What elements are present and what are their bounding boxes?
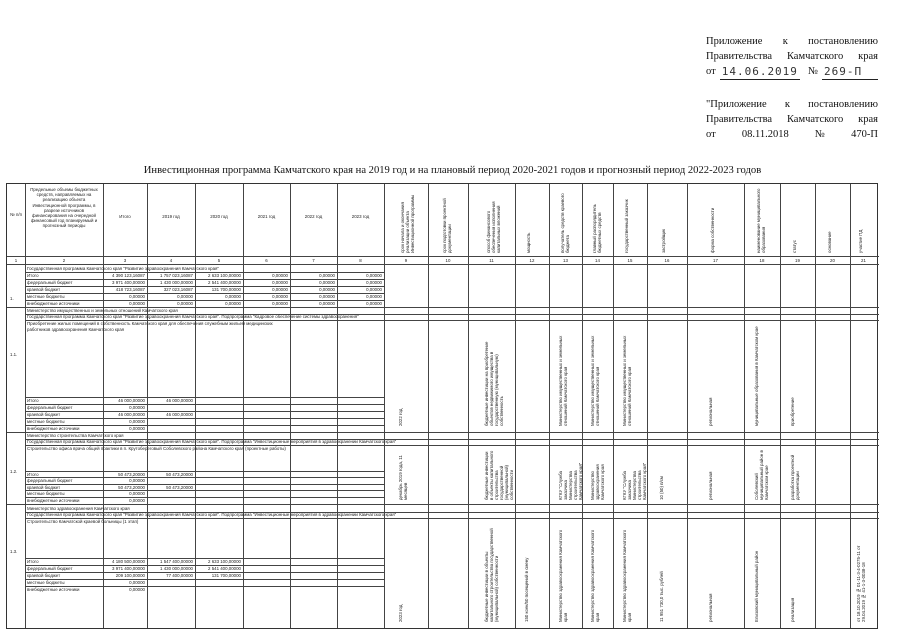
row-divider <box>25 477 384 478</box>
capacity-cell: 10 (50) п/см <box>659 476 664 500</box>
column-header: 2023 год <box>351 214 370 219</box>
period-cell: 2023 год <box>398 604 403 622</box>
row-number: 1. <box>10 296 14 301</box>
column-header: получатель средств краевого бюджета <box>559 193 570 253</box>
column-header: наименование муниципального образования <box>756 188 766 253</box>
amount-cell: 0,00000 <box>319 287 335 292</box>
object-name: Приобретение жилых помещений в собственность Камчатского края для обеспечения служебным жильем медицинских <box>27 321 273 326</box>
source-label: федеральный бюджет <box>27 280 73 285</box>
amount-cell: 4 180 500,00000 <box>112 559 145 564</box>
row-divider <box>7 504 879 505</box>
amount-cell: 0,00000 <box>129 294 145 299</box>
row-number: 1.1. <box>10 352 18 357</box>
amount-cell: 46 000,00000 <box>166 412 193 417</box>
amount-cell: 0,00000 <box>129 419 145 424</box>
amount-cell: 0,00000 <box>366 273 382 278</box>
previous-date: 08.11.2018 <box>741 129 789 140</box>
source-label: федеральный бюджет <box>27 478 73 484</box>
column-number: 7 <box>312 258 315 263</box>
object-name: Строительство Камчатской краевой больницы (1 этап) <box>27 519 139 524</box>
appendix-word: к <box>784 99 790 110</box>
object-name: работников здравоохранения Камчатского края <box>27 327 125 332</box>
column-number: 21 <box>861 258 866 263</box>
amount-cell: 46 000,00000 <box>118 412 145 417</box>
column-header: № п/п <box>10 212 22 217</box>
column-divider <box>549 184 550 628</box>
ownership-cell: региональная <box>707 397 713 426</box>
column-divider <box>515 184 516 628</box>
amount-cell: 0,00000 <box>129 497 145 503</box>
amount-cell: 0,00000 <box>366 280 382 285</box>
amount-cell: 0,00000 <box>272 294 288 299</box>
column-divider <box>468 184 469 628</box>
column-number: 19 <box>795 258 800 263</box>
column-number: 2 <box>62 258 66 263</box>
resolution-number: 269-П <box>822 64 878 80</box>
amount-cell: 77 400,00000 <box>166 573 193 578</box>
program-name: Государственная программа Камчатского края "Развитие здравоохранения Камчатского края" <box>27 266 219 271</box>
status-cell: приобретение <box>789 397 795 426</box>
column-number: 8 <box>359 258 362 263</box>
amount-cell: 50 473,20000 <box>166 472 193 477</box>
amount-cell: 0,00000 <box>319 301 335 306</box>
appendix-word: Правительства <box>706 114 773 125</box>
row-divider <box>25 404 384 405</box>
column-header: Предельные объемы бюджетных средств, направляемых на реализацию объекта Инвестиционной программы, в разрезе источников финансирования на очередной финансовый год планируемый и прогнозный периоды <box>30 187 98 229</box>
appendix-word: "Приложение <box>706 99 767 110</box>
column-header: способ финансового обеспечения исполнения капитальных вложений <box>485 201 501 253</box>
amount-cell: 0,00000 <box>129 426 145 431</box>
row-divider <box>25 397 384 398</box>
source-label: внебюджетные источники <box>27 497 80 503</box>
ministry-name: Министерство имущественных и земельных отношений Камчатского края <box>27 308 178 313</box>
amount-cell: 1 757 023,16087 <box>160 273 193 278</box>
column-header: участие ПД <box>857 229 863 253</box>
appendix-word: Камчатского <box>786 114 844 125</box>
column-divider <box>582 184 583 628</box>
source-label: местные бюджеты <box>27 491 65 497</box>
column-header: государственный заказчик <box>624 199 629 253</box>
row-divider <box>25 418 384 419</box>
amount-cell: 0,00000 <box>272 301 288 306</box>
column-header: мощность <box>526 232 531 253</box>
row-divider <box>25 471 384 472</box>
amount-cell: 46 000,00000 <box>118 398 145 403</box>
program-name: Государственная программа Камчатского края "Развитие здравоохранения Камчатского края". Подпрограмма "Инвестиционные мероприятия в здравоохранении Камчатского края" <box>27 512 397 517</box>
customer-cell: КГКУ "Служба заказчика Министерства строительства Камчатского края" <box>622 462 647 500</box>
investment-table <box>6 183 878 629</box>
amount-cell: 2 633 100,00000 <box>208 559 241 564</box>
appendix-word: Приложение <box>706 36 763 47</box>
amount-cell: 0,00000 <box>129 587 145 592</box>
source-label: краевой бюджет <box>27 484 61 490</box>
municipality-cell: муниципальные образования в Камчатском крае <box>754 326 759 426</box>
column-header: статус <box>791 240 797 253</box>
source-label: Итого <box>27 559 39 564</box>
amount-cell: 327 023,16087 <box>163 287 193 292</box>
amount-cell: 131 700,00000 <box>211 573 241 578</box>
document-title: Инвестиционная программа Камчатского края на 2019 год и на плановый период 2020-2021 годов и прогнозный период 2022-2023 годов <box>143 165 762 176</box>
appendix-word: № <box>814 129 825 140</box>
source-label: Итого <box>27 472 39 477</box>
column-header: срок начала и окончания реализации объекта Инвестиционной программы <box>400 194 415 253</box>
amount-cell: 0,00000 <box>225 294 241 299</box>
cost-cell: 11 951 730,0 тыс. рублей <box>659 571 664 622</box>
amount-cell: 209 100,00000 <box>115 573 145 578</box>
source-label: местные бюджеты <box>27 419 65 424</box>
amount-cell: 0,00000 <box>319 273 335 278</box>
source-label: краевой бюджет <box>27 573 61 578</box>
column-divider <box>850 184 851 628</box>
source-label: Итого <box>27 398 39 403</box>
period-cell: 2022 год <box>398 408 403 426</box>
amount-cell: 0,00000 <box>129 580 145 585</box>
column-divider <box>337 184 338 628</box>
amount-cell: 0,00000 <box>129 405 145 410</box>
amount-cell: 1 547 400,00000 <box>160 559 193 564</box>
ownership-cell: региональная <box>707 593 713 622</box>
amount-cell: 50 473,20000 <box>166 484 193 490</box>
column-number: 17 <box>713 258 718 263</box>
appendix-word: Правительства <box>706 51 773 62</box>
row-divider <box>25 411 384 412</box>
amount-cell: 1 430 000,00000 <box>160 566 193 571</box>
appendix-word: Камчатского <box>786 51 844 62</box>
manager-cell: Министерство здравоохранения Камчатского края <box>589 529 600 622</box>
amount-cell: 0,00000 <box>129 478 145 484</box>
column-divider <box>613 184 614 628</box>
resolution-date: 14.06.2019 <box>721 65 798 78</box>
source-label: местные бюджеты <box>27 294 65 299</box>
row-divider <box>7 432 879 433</box>
appendix-word: от <box>706 129 716 140</box>
program-name: Государственная программа Камчатского края "Развитие здравоохранения Камчатского края". Подпрограмма "Инвестиционные мероприятия в здравоохранении Камчатского края" <box>27 439 397 444</box>
appendix-word: постановлению <box>808 99 878 110</box>
column-divider <box>744 184 745 628</box>
ministry-name: Министерство здравоохранения Камчатского края <box>27 506 130 511</box>
column-number: 1 <box>14 258 18 263</box>
amount-cell: 2 541 400,00000 <box>208 280 241 285</box>
recipient-cell: КГКУ "Служба заказчика Министерства строительства Камчатского края" <box>557 462 583 500</box>
amount-cell: 3 971 400,00000 <box>112 280 145 285</box>
status-cell: реализация <box>789 597 795 622</box>
customer-cell: Министерство имущественных и земельных отношений Камчатского края <box>622 335 632 426</box>
column-divider <box>780 184 781 628</box>
amount-cell: 0,00000 <box>272 273 288 278</box>
object-name: Строительство офиса врача общей практики в п. Крутобереговый Соболевского района Камчатского края (проектные работы) <box>27 446 286 451</box>
row-divider <box>7 256 879 257</box>
appendix-word: края <box>858 51 878 62</box>
column-header: главный распорядитель бюджетных средств <box>591 204 602 253</box>
manager-cell: Министерство имущественных и земельных отношений Камчатского края <box>589 335 600 426</box>
source-label: внебюджетные источники <box>27 301 80 306</box>
ministry-name: Министерство строительства Камчатского края <box>27 433 124 438</box>
period-cell: декабрь 2019 года, 11 месяцев <box>398 455 408 500</box>
previous-number: 470-П <box>851 129 878 140</box>
amount-cell: 1 430 000,00000 <box>160 280 193 285</box>
row-divider <box>25 484 384 485</box>
ownership-cell: региональная <box>707 471 713 500</box>
row-number: 1.3. <box>10 549 18 554</box>
column-header: основание <box>826 231 832 253</box>
amount-cell: 0,00000 <box>366 287 382 292</box>
column-divider <box>428 184 429 628</box>
appendix-word: постановлению <box>808 36 878 47</box>
column-divider <box>384 184 385 628</box>
column-number: 15 <box>627 258 633 263</box>
amount-cell: 4 390 123,16087 <box>112 273 145 278</box>
amount-cell: 0,00000 <box>129 301 145 306</box>
basis-cell: от 18.10.2019 № 01-11-3-4-0275-11 от 29.04.2019 № 41-1-3-0038-18 <box>855 545 866 622</box>
date-prefix: от <box>706 66 716 77</box>
column-number: 16 <box>664 258 670 263</box>
source-label: внебюджетные источники <box>27 587 80 592</box>
column-divider <box>25 184 26 628</box>
amount-cell: 418 723,16087 <box>115 287 145 292</box>
column-number: 14 <box>595 258 600 263</box>
column-header: 2019 год <box>162 214 180 219</box>
column-number: 20 <box>830 258 835 263</box>
amount-cell: 0,00000 <box>319 294 335 299</box>
program-name: Государственная программа Камчатского края "Развитие здравоохранения Камчатского края". Подпрограмма "Кадровое обеспечение системы здравоохранения" <box>27 314 359 319</box>
column-header: застройщик <box>661 229 666 253</box>
column-divider <box>815 184 816 628</box>
amount-cell: 46 000,00000 <box>166 398 193 403</box>
amount-cell: 0,00000 <box>366 294 382 299</box>
amount-cell: 0,00000 <box>177 301 193 306</box>
appendix-word: края <box>858 114 878 125</box>
column-number: 10 <box>445 258 451 263</box>
row-divider <box>25 579 384 580</box>
amount-cell: 0,00000 <box>366 301 382 306</box>
amount-cell: 0,00000 <box>319 280 335 285</box>
amount-cell: 50 473,20000 <box>118 484 145 490</box>
customer-cell: Министерство здравоохранения Камчатского края <box>622 529 632 622</box>
amount-cell: 2 633 100,00000 <box>208 273 241 278</box>
column-number: 5 <box>217 258 221 263</box>
column-number: 11 <box>489 258 494 263</box>
row-divider <box>7 264 879 265</box>
column-header: 2020 год <box>210 214 228 219</box>
column-header: 2022 год <box>304 214 323 219</box>
column-header: 2021 год <box>257 214 276 219</box>
municipality-cell: Елизовский муниципальный район <box>754 550 759 622</box>
amount-cell: 0,00000 <box>129 491 145 497</box>
municipality-cell: Соболевский муниципальный район в Камчатском крае <box>754 450 769 500</box>
amount-cell: 2 541 400,00000 <box>208 566 241 571</box>
recipient-cell: Министерство имущественных и земельных отношений Камчатского края <box>557 335 568 426</box>
column-number: 13 <box>563 258 568 263</box>
amount-cell: 0,00000 <box>272 287 288 292</box>
source-label: краевой бюджет <box>27 412 61 417</box>
financing-cell: бюджетные инвестиции в объекты капитального строительства государственной (муниципальной) собственности <box>483 528 499 622</box>
appendix-word: к <box>782 36 788 47</box>
row-divider <box>25 518 879 519</box>
financing-cell: бюджетные инвестиции на приобретение объектов недвижимого имущества в государственную (муниципальную) собственность <box>483 341 504 426</box>
amount-cell: 0,00000 <box>177 294 193 299</box>
column-number: 4 <box>169 258 173 263</box>
amount-cell: 0,00000 <box>272 280 288 285</box>
financing-cell: бюджетные инвестиции в объекты капитального строительства государственной (муниципальной) собственности <box>483 450 514 500</box>
amount-cell: 50 473,20000 <box>118 472 145 477</box>
row-number: 1.2. <box>10 469 18 474</box>
appendix-previous <box>706 97 878 142</box>
column-header: срок подготовки проектной документации <box>442 198 452 253</box>
recipient-cell: Министерство здравоохранения Камчатского края <box>557 529 568 622</box>
column-number: 18 <box>759 258 765 263</box>
number-prefix: № <box>807 66 818 77</box>
appendix-current <box>706 34 878 80</box>
source-label: Итого <box>27 273 39 278</box>
source-label: федеральный бюджет <box>27 566 73 571</box>
source-label: местные бюджеты <box>27 580 65 585</box>
column-number: 3 <box>123 258 127 263</box>
source-label: федеральный бюджет <box>27 405 73 410</box>
manager-cell: Министерство здравоохранения Камчатского края <box>589 464 605 500</box>
amount-cell: 3 971 400,00000 <box>112 566 145 571</box>
column-number: 9 <box>404 258 408 263</box>
column-header: Итого <box>119 214 131 219</box>
source-label: краевой бюджет <box>27 287 61 292</box>
column-divider <box>687 184 688 628</box>
column-divider <box>243 184 244 628</box>
amount-cell: 0,00000 <box>225 301 241 306</box>
column-header: форма собственности <box>709 207 715 253</box>
amount-cell: 131 700,00000 <box>211 287 241 292</box>
column-divider <box>290 184 291 628</box>
source-label: внебюджетные источники <box>27 426 80 431</box>
status-cell: разработка проектной документации <box>789 454 800 500</box>
column-number: 6 <box>265 258 268 263</box>
column-divider <box>647 184 648 628</box>
row-divider <box>25 490 384 491</box>
capacity-cell: 150 коек/50 посещений в смену <box>524 557 529 622</box>
column-number: 12 <box>529 258 535 263</box>
